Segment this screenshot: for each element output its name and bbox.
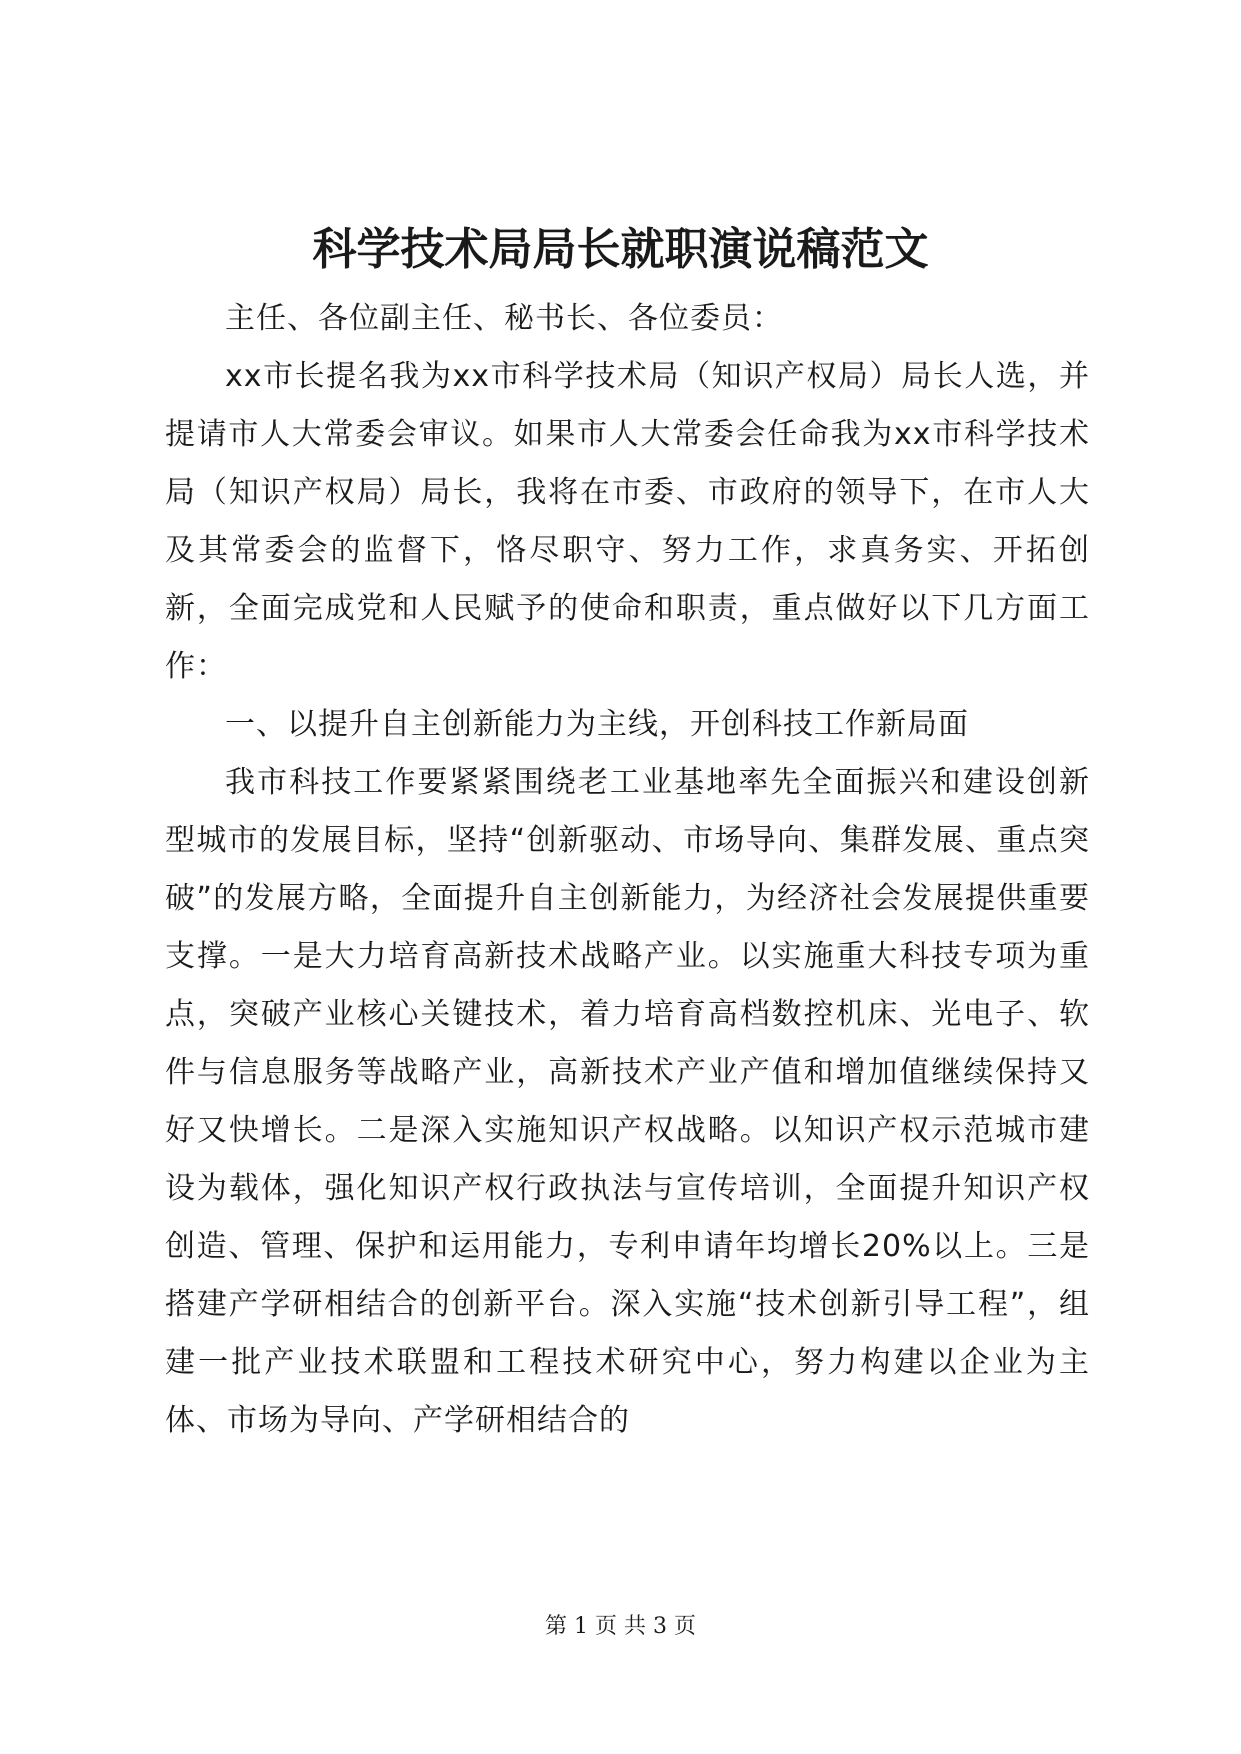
paragraph-intro: xx市长提名我为xx市科学技术局（知识产权局）局长人选，并提请市人大常委会审议。如果市人大常委会任命我为xx市科学技术局（知识产权局）局长，我将在市委、市政府的领导下，在市人大及其常委会的监督下，恪尽职守、努力工作，求真务实、开拓创新，全面完成党和人民赋予的使命和职责，重点做好以下几方面工作：: [165, 359, 1090, 684]
document-body: [165, 290, 1090, 1450]
salutation: 主任、各位副主任、秘书长、各位委员：: [225, 301, 783, 336]
document-title: 科学技术局局长就职演说稿范文: [312, 224, 929, 275]
section-heading: 一、以提升自主创新能力为主线，开创科技工作新局面: [225, 707, 969, 742]
page-footer: 第 1 页 共 3 页: [545, 1614, 696, 1639]
paragraph-section-one: 我市科技工作要紧紧围绕老工业基地率先全面振兴和建设创新型城市的发展目标，坚持“创新驱动、市场导向、集群发展、重点突破”的发展方略，全面提升自主创新能力，为经济社会发展提供重要支撑。一是大力培育高新技术战略产业。以实施重大科技专项为重点，突破产业核心关键技术，着力培育高档数控机床、光电子、软件与信息服务等战略产业，高新技术产业产值和增加值继续保持又好又快增长。二是深入实施知识产权战略。以知识产权示范城市建设为载体，强化知识产权行政执法与宣传培训，全面提升知识产权创造、管理、保护和运用能力，专利申请年均增长20%以上。三是搭建产学研相结合的创新平台。深入实施“技术创新引导工程”，组建一批产业技术联盟和工程技术研究中心，努力构建以企业为主体、市场为导向、产学研相结合的: [165, 765, 1090, 1438]
